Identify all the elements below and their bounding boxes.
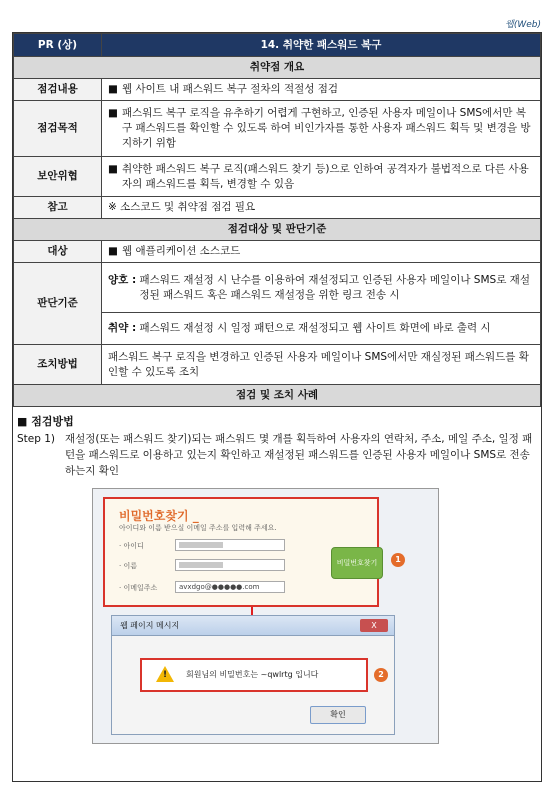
threat-label: 보안위협 [14,157,102,197]
web-tag: 웹(Web) [505,20,541,30]
section-criteria: 점검대상 및 판단기준 [14,219,541,241]
checklist-table [13,33,541,407]
item-code: PR (상) [14,34,102,57]
method-block [13,407,541,479]
step-number: Step 1) [17,433,56,445]
section-cases: 점검 및 조치 사례 [14,385,541,407]
item-title: 14. 취약한 패스워드 복구 [102,34,541,57]
warning-mark: ! [163,670,168,680]
target-label: 대상 [14,241,102,263]
example-screenshot [92,488,439,744]
purpose-text: ■ 패스워드 복구 로직을 유추하기 어렵게 구현하고, 인증된 사용자 메일이나 SMS에서만 복구 패스워드를 확인할 수 있도록 하여 비인가자를 통한 사용자 패스워드 획득 및 변경을 방지하기 위함 [102,101,541,157]
password-find-panel [103,497,379,607]
reference-text: ※ 소스코드 및 취약점 점검 필요 [102,197,541,219]
reference-label: 참고 [14,197,102,219]
purpose-label: 점검목적 [14,101,102,157]
judge-label: 판단기준 [14,263,102,345]
section-overview: 취약점 개요 [14,57,541,79]
callout-1: 1 [391,553,405,567]
web-message-dialog [111,615,395,735]
callout-2: 2 [374,668,388,682]
dialog-title: 웹 페이지 메시지 [120,621,180,630]
action-text: 패스워드 복구 로직을 변경하고 인증된 사용자 메일이나 SMS에서만 재실정된 패스워드를 확인할 수 있도록 조치 [102,345,541,385]
threat-text: ■ 취약한 패스워드 복구 로직(패스워드 찾기 등)으로 인하여 공격자가 불법적으로 다른 사용자의 패스워드를 획득, 변경할 수 있음 [102,157,541,197]
step-1 [17,431,537,479]
panel-subtitle: 아이디와 이름 받으실 이메일 주소를 입력해 주세요. [119,524,277,532]
dialog-titlebar [112,616,394,636]
panel-title: 비밀번호찾기 _ [119,509,199,523]
name-redacted [179,562,223,568]
weak-criteria: 취약 : 패스워드 재설정 시 일정 패턴으로 재설정되고 웹 사이트 화면에 바로 출력 시 [102,313,541,345]
content-text: ■ 웹 사이트 내 패스워드 복구 절차의 적절성 점검 [102,79,541,101]
step-text: 재설정(또는 패스워드 찾기)되는 패스워드 몇 개를 획득하여 사용자의 연락처, 주소, 메일 주소, 일정 패턴을 패스워드로 이용하고 있는지 확인하고 재설정된 패스워드를 인증된 사용자 메일이나 SMS로 전송하는지 확인 [65,433,533,477]
find-password-button[interactable]: 비밀번호찾기 [331,547,383,579]
message-box [140,658,368,692]
id-label: · 아이디 [119,542,144,550]
method-title: ■ 점검방법 [17,415,74,428]
email-label: · 이메일주소 [119,584,158,592]
id-redacted [179,542,223,548]
email-input[interactable]: avxdgo@●●●●●.com [175,581,285,593]
good-criteria: 양호 : 패스워드 재설정 시 난수를 이용하여 재설정되고 인증된 사용자 메일이나 SMS로 재설정된 패스워드 혹은 패스워드 재설정을 위한 링크 전송 시 [102,263,541,313]
dialog-message: 회원님의 비밀번호는 ~qwlrtg 입니다 [186,670,319,679]
name-label: · 이름 [119,562,137,570]
close-icon[interactable]: X [360,619,388,632]
target-text: ■ 웹 애플리케이션 소스코드 [102,241,541,263]
content-label: 점검내용 [14,79,102,101]
ok-button[interactable]: 확인 [310,706,366,724]
action-label: 조치방법 [14,345,102,385]
